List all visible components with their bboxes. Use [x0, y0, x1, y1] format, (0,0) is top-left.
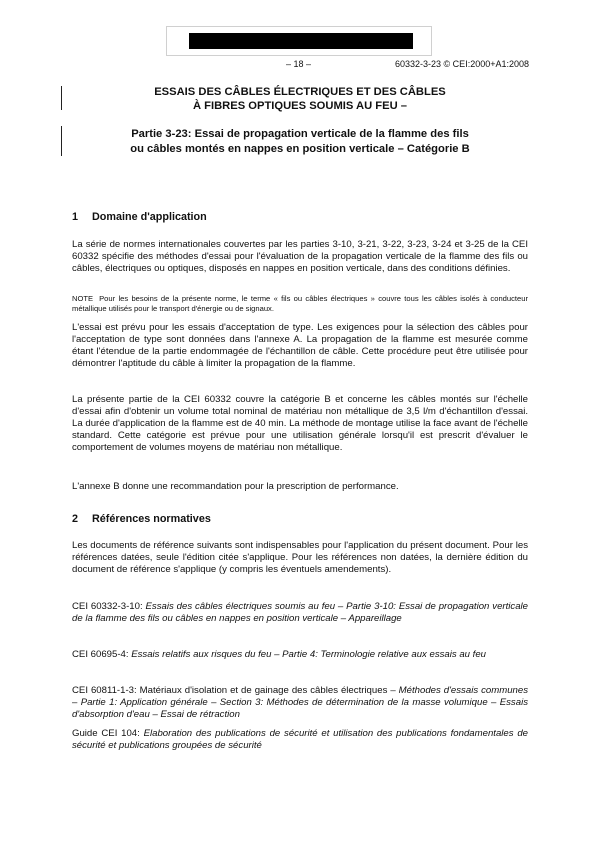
- subtitle-line-1: Partie 3-23: Essai de propagation verticale de la flamme des fils: [131, 128, 469, 140]
- note: [72, 294, 528, 314]
- normative-reference: [72, 649, 528, 661]
- reference-title: Méthodes d'essais communes – Partie 1: Application générale – Section 3: Méthodes de détermination de la masse volumique – Essais d'absorption d'eau – Essai de rétraction: [72, 685, 529, 720]
- reference-description: Matériaux d'isolation et de gainage des câbles électriques –: [139, 685, 396, 696]
- reference-code: Guide CEI 104:: [72, 728, 140, 739]
- section-1-heading: [72, 211, 207, 223]
- reference-code: CEI 60811-1-3:: [72, 685, 137, 696]
- section-2-heading: [72, 513, 211, 525]
- paragraph: La série de normes internationales couvertes par les parties 3-10, 3-21, 3-22, 3-23, 3-24 et 3-25 de la CEI 60332 spécifie des méthodes d'essai pour l'évaluation de la propagation verticale de la flamme des fils ou câbles, électriques ou optiques, disposés en nappes en position verticale, dans des conditions définies.: [72, 239, 528, 274]
- normative-reference: [72, 685, 528, 721]
- note-label: NOTE: [72, 294, 94, 303]
- page-number: – 18 –: [286, 59, 312, 69]
- main-title-line-2: À FIBRES OPTIQUES SOUMIS AU FEU –: [192, 100, 408, 112]
- reference-title: Elaboration des publications de sécurité et utilisation des publications fondamentales de sécurité et publications groupées de sécurité: [72, 728, 528, 751]
- change-bar: [61, 86, 62, 110]
- normative-reference: [72, 728, 528, 752]
- section-title: Références normatives: [92, 513, 211, 525]
- reference-title: Essais des câbles électriques soumis au feu – Partie 3-10: Essai de propagation verticale de la flamme des fils ou câbles en nappes en position verticale – Appareillage: [72, 601, 528, 624]
- note-text: Pour les besoins de la présente norme, le terme « fils ou câbles électriques » couvre tous les câbles isolés à conducteur métallique utilisés pour le transport d'énergie ou de signaux.: [72, 294, 528, 313]
- reference-code: CEI 60332-3-10:: [72, 601, 143, 612]
- paragraph: La présente partie de la CEI 60332 couvre la catégorie B et concerne les câbles montés sur l'échelle d'essai afin d'obtenir un volume total nominal de matériau non métallique de 3,5 l/m d'échantillon d'essai. La durée d'application de la flamme est de 40 min. La méthode de montage utilise la face avant de l'échelle standard. Cette catégorie est prévue pour une utilisation générale lorsqu'il est prescrit d'évaluer le comportement de volumes moyens de matériau non métallique.: [72, 394, 528, 453]
- document-reference: 60332-3-23 © CEI:2000+A1:2008: [395, 59, 529, 69]
- section-number: 1: [72, 211, 79, 223]
- paragraph: Les documents de référence suivants sont indispensables pour l'application du présent document. Pour les références datées, seule l'édition citée s'applique. Pour les références non datées, la dernière édition du document de référence s'applique (y compris les éventuels amendements).: [72, 540, 528, 575]
- paragraph: L'essai est prévu pour les essais d'acceptation de type. Les exigences pour la sélection des câbles pour l'acceptation de type sont données dans l'annexe A. La propagation de la flamme est mesurée comme étant l'étendue de la partie endommagée de l'échantillon de câble. Cette procédure peut être utilisée pour démontrer l'aptitude du câble à limiter la propagation de la flamme.: [72, 322, 528, 369]
- subtitle-line-2: ou câbles montés en nappes en position verticale – Catégorie B: [130, 143, 470, 155]
- reference-code: CEI 60695-4:: [72, 649, 129, 660]
- normative-reference: [72, 601, 528, 625]
- section-title: Domaine d'application: [92, 211, 207, 223]
- redaction-bar: [189, 33, 413, 49]
- reference-title: Essais relatifs aux risques du feu – Partie 4: Terminologie relative aux essais au feu: [131, 649, 487, 660]
- main-title-line-1: ESSAIS DES CÂBLES ÉLECTRIQUES ET DES CÂBLES: [154, 86, 446, 98]
- section-number: 2: [72, 513, 79, 525]
- paragraph: L'annexe B donne une recommandation pour la prescription de performance.: [72, 481, 399, 492]
- change-bar: [61, 126, 62, 156]
